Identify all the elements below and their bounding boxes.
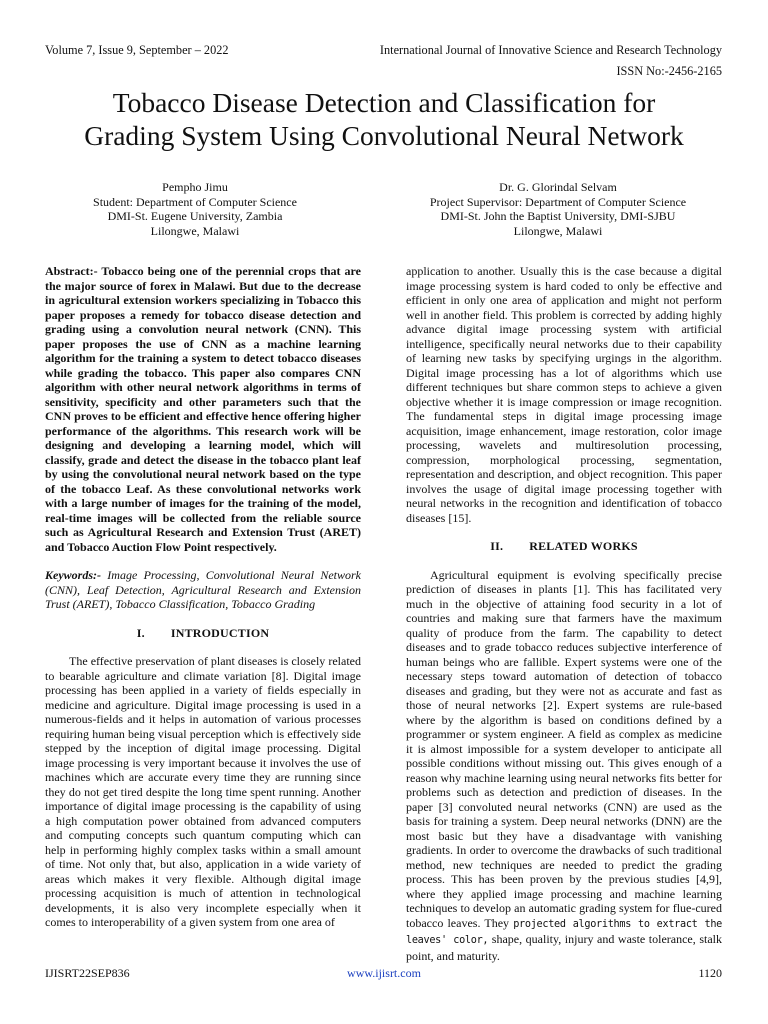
section-heading-related-works bbox=[406, 539, 722, 554]
keywords-label: Keywords:- bbox=[45, 568, 101, 582]
right-column bbox=[406, 264, 722, 963]
author-name: Dr. G. Glorindal Selvam bbox=[499, 180, 617, 194]
keywords bbox=[45, 568, 361, 612]
journal-url-link[interactable]: www.ijisrt.com bbox=[347, 966, 421, 980]
title-line-2: Grading System Using Convolutional Neural Network bbox=[84, 120, 684, 151]
volume-issue: Volume 7, Issue 9, September – 2022 bbox=[45, 43, 229, 57]
introduction-continuation: application to another. Usually this is the case because a digital image processing system is hard coded to only be effective and efficient in only one area of application and might not perform well in another field. This problem is corrected by adding highly advance digital image processing system with artificial intelligence, specifically neural networks due to their capability of learning new tasks by specifying urgings in the algorithm. Digital image processing has a lot of algorithms which use different techniques but share common steps to achieve a given objective whether it is image compression or image recognition. The fundamental steps in digital image processing image acquisition, image enhancement, image restoration, color image processing, wavelets and multiresolution processing, compression, morphological processing, segmentation, representation and description, and object recognition. This paper involves the usage of digital image processing together with neural networks in the recognition and identification of tobacco diseases [15]. bbox=[406, 264, 722, 525]
journal-name: International Journal of Innovative Science and Research Technology bbox=[379, 43, 722, 57]
introduction-paragraph: The effective preservation of plant diseases is closely related to bearable agriculture and climate variation [8]. Digital image processing has been applied in a variety of fields especially in medicine and agriculture. Digital image processing is used in a numerous-fields and it helps in automation of various processes requiring human being visual perception which is effectively side stepped by the inception of digital image processing. Digital image processing is very important because it involves the use of machines which are accurate every time they are running since they do not get tired despite the long time spent running. Another importance of digital image processing is the capability of using a high computation power obtained from advanced computers and computing concepts such quantum computing which can help in performing highly complex tasks within a small amount of time. Not only that, but also, application in a wide variety of areas which makes it very flexible. Although digital image processing acquisition is much of attention in technological developments, it is also very incomplete especially when it comes to interoperability of a given system from one area of bbox=[45, 654, 361, 929]
paper-title bbox=[30, 86, 738, 152]
related-works-paragraph bbox=[406, 568, 722, 964]
section-title: INTRODUCTION bbox=[170, 625, 270, 640]
author-role: Project Supervisor: Department of Computer Science bbox=[429, 194, 687, 209]
keywords-text: Image Processing, Convolutional Neural Network (CNN), Leaf Detection, Agricultural Research and Extension Trust (ARET), Tobacco Classification, Tobacco Grading bbox=[45, 568, 361, 611]
title-line-1: Tobacco Disease Detection and Classification for bbox=[112, 87, 656, 118]
author-block-2 bbox=[393, 180, 723, 238]
author-name: Pempho Jimu bbox=[162, 180, 228, 194]
author-affiliation: DMI-St. John the Baptist University, DMI-SJBU bbox=[440, 209, 676, 224]
section-number: I. bbox=[136, 625, 145, 640]
section-title: RELATED WORKS bbox=[529, 539, 638, 553]
paper-code: IJISRT22SEP836 bbox=[45, 966, 130, 980]
author-location: Lilongwe, Malawi bbox=[513, 223, 603, 238]
related-works-tail: shape, quality, injury and waste tolerance, stalk point, and maturity. bbox=[406, 932, 722, 963]
left-column bbox=[45, 264, 361, 930]
author-affiliation: DMI-St. Eugene University, Zambia bbox=[107, 209, 283, 224]
abstract: Abstract:- Tobacco being one of the perennial crops that are the major source of forex in Malawi. But due to the decrease in agricultural extension workers specializing in Tobacco this paper proposes a remedy for tobacco disease detection and grading using a convolution neural network (CNN). This paper proposes the use of CNN as a machine learning algorithm for the training a system to detect tobacco diseases while grading the tobacco. This paper also compares CNN algorithm with other neural network algorithms in terms of sensitivity, specificity and other parameters such that the CNN proves to be efficient and effective hence offering higher performance of the algorithms. This research work will be designing and developing a learning model, which will classify, grade and detect the disease in the tobacco plant leaf by using the convolutional neural network based on the type of the tobacco Leaf. As these convolutional networks work with a large number of images for the training of the model, real-time images will be collected from the reliable source such as Agricultural Research and Extension Trust (ARET) and Tobacco Auction Flow Point respectively. bbox=[45, 264, 361, 554]
related-works-body: Agricultural equipment is evolving specifically precise prediction of diseases in plants [1]. This has facilitated very much in the objective of attaining food security in a lot of countries and making sure that farmers have the maximum quality of produce from the farm. The capability to detect diseases and to grade tobacco reduces subjective interference of human beings who are fallible. Expert systems were one of the necessary steps toward automation of detection of tobacco diseases and grading, but they were not as accurate and fast as those of neural networks [2]. Expert systems are rule-based where by the algorithm is based on conditions defined by a programmer or system engineer. A field as complex as medicine it is almost impossible for a system developer to anticipate all possible conditions without missing out. This gives enough of a reason why machine learning using neural networks fits better for problems such as detection and prediction of diseases. In the paper [3] convoluted neural networks (CNN) are used as the basis for training a system. Deep neural networks (DNN) are the most basic but they have a disadvantage with vanishing gradients. In order to overcome the drawbacks of such traditional method, new techniques are needed to predict the grading process. This has been proven by the previous studies [4,9], where they applied image processing and machine learning techniques to develop an automatic grading system for flue-cured tobacco leaves. They bbox=[406, 567, 722, 930]
author-block-1 bbox=[30, 180, 360, 238]
related-works-mono-fragment: projected algorithms to extract the leaves' color, bbox=[406, 918, 722, 946]
author-location: Lilongwe, Malawi bbox=[150, 223, 240, 238]
page-number: 1120 bbox=[698, 966, 722, 980]
author-role: Student: Department of Computer Science bbox=[93, 194, 297, 209]
section-heading-introduction bbox=[45, 626, 361, 641]
issn: ISSN No:-2456-2165 bbox=[616, 64, 722, 78]
section-number: II. bbox=[490, 539, 504, 553]
